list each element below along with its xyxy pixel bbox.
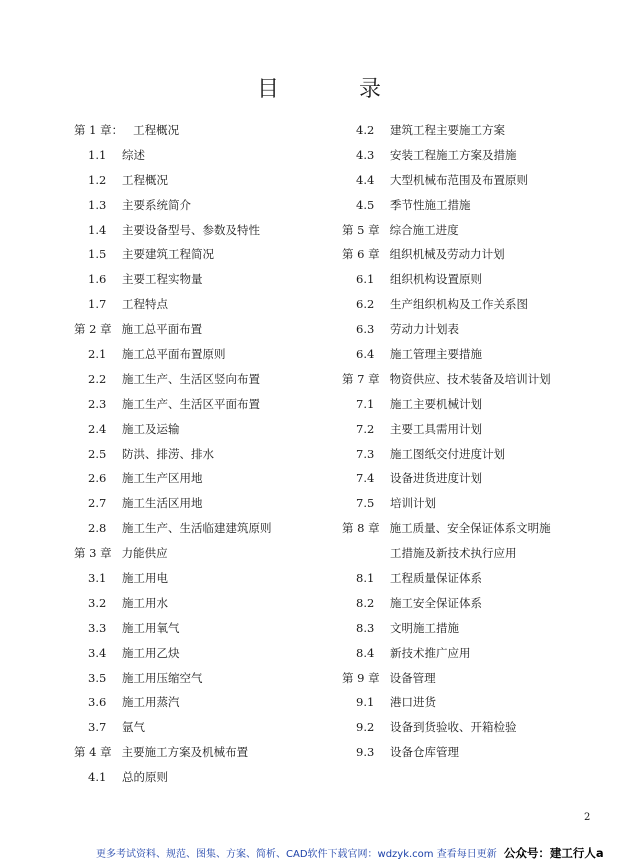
toc-entry-title: 工程质量保证体系 bbox=[390, 571, 482, 586]
toc-entry-number: 第 8 章 bbox=[342, 521, 380, 536]
toc-entry-number: 第 9 章 bbox=[342, 670, 380, 685]
toc-entry[interactable] bbox=[342, 271, 638, 296]
toc-entry[interactable] bbox=[74, 744, 374, 769]
toc-entry-number: 6.4 bbox=[356, 347, 375, 362]
toc-entry[interactable] bbox=[342, 620, 638, 645]
toc-entry-title: 主要建筑工程简况 bbox=[122, 247, 214, 262]
toc-entry[interactable] bbox=[74, 446, 374, 471]
toc-entry[interactable] bbox=[74, 172, 374, 197]
toc-entry-number: 2.8 bbox=[88, 521, 107, 536]
toc-entry-number: 1.3 bbox=[88, 197, 107, 212]
toc-entry-title: 施工安全保证体系 bbox=[390, 595, 482, 610]
toc-entry[interactable] bbox=[74, 620, 374, 645]
footer-brand: 公众号：建工行人a bbox=[503, 846, 604, 860]
toc-entry-number: 3.1 bbox=[88, 571, 107, 586]
toc-entry[interactable] bbox=[74, 570, 374, 595]
toc-entry[interactable] bbox=[342, 197, 638, 222]
toc-entry-number: 2.3 bbox=[88, 396, 107, 411]
toc-entry-title: 主要系统简介 bbox=[122, 197, 191, 212]
toc-entry-title: 设备到货验收、开箱检验 bbox=[390, 720, 517, 735]
toc-entry-title: 设备进货进度计划 bbox=[390, 471, 482, 486]
toc-entry-number: 9.3 bbox=[356, 745, 375, 760]
toc-entry-title: 工程特点 bbox=[122, 297, 168, 312]
toc-entry[interactable] bbox=[342, 147, 638, 172]
toc-entry[interactable] bbox=[74, 421, 374, 446]
toc-entry-number: 9.2 bbox=[356, 720, 375, 735]
toc-entry-title: 主要工程实物量 bbox=[122, 272, 203, 287]
toc-entry-number: 6.1 bbox=[356, 272, 375, 287]
toc-entry-number: 9.1 bbox=[356, 695, 375, 710]
toc-entry[interactable] bbox=[342, 321, 638, 346]
toc-entry[interactable] bbox=[74, 470, 374, 495]
toc-entry-number: 4.2 bbox=[356, 123, 375, 137]
toc-entry[interactable] bbox=[74, 769, 374, 794]
toc-entry[interactable] bbox=[74, 197, 374, 222]
toc-entry-number: 4.5 bbox=[356, 197, 375, 212]
toc-entry[interactable] bbox=[342, 719, 638, 744]
page-number: 2 bbox=[584, 812, 591, 823]
toc-entry[interactable] bbox=[342, 222, 638, 247]
toc-entry-number: 第 3 章 bbox=[74, 546, 112, 561]
toc-entry-title: 施工生产区用地 bbox=[122, 471, 203, 486]
toc-entry-number: 1.2 bbox=[88, 172, 107, 187]
toc-entry-number: 1.5 bbox=[88, 247, 107, 262]
toc-entry-number: 3.6 bbox=[88, 695, 107, 710]
toc-entry-number: 7.5 bbox=[356, 496, 375, 511]
toc-entry[interactable] bbox=[74, 271, 374, 296]
toc-entry-title: 主要施工方案及机械布置 bbox=[121, 745, 249, 760]
toc-entry-number: 1.6 bbox=[88, 272, 107, 287]
toc-entry-title: 培训计划 bbox=[390, 496, 436, 511]
toc-entry-number: 2.6 bbox=[88, 471, 107, 486]
toc-entry[interactable] bbox=[74, 122, 374, 147]
toc-entry[interactable] bbox=[74, 396, 374, 421]
toc-entry[interactable] bbox=[342, 744, 638, 769]
toc-entry-number: 1.4 bbox=[88, 222, 107, 237]
toc-entry[interactable] bbox=[342, 396, 638, 421]
toc-entry-number: 6.2 bbox=[356, 297, 375, 312]
toc-entry-title: 施工图纸交付进度计划 bbox=[390, 446, 505, 461]
toc-entry-number: 7.1 bbox=[356, 396, 375, 411]
toc-entry[interactable] bbox=[342, 371, 638, 396]
toc-entry[interactable] bbox=[342, 670, 638, 695]
toc-entry-title: 综合施工进度 bbox=[389, 222, 459, 237]
toc-entry-title: 新技术推广应用 bbox=[390, 645, 471, 660]
toc-entry-number: 1.1 bbox=[88, 147, 107, 162]
toc-entry-title: 主要工具需用计划 bbox=[390, 421, 482, 436]
toc-entry[interactable] bbox=[342, 570, 638, 595]
toc-entry-title: 劳动力计划表 bbox=[390, 322, 459, 337]
toc-entry-title: 综述 bbox=[122, 147, 145, 162]
toc-entry-number: 4.4 bbox=[356, 172, 375, 187]
toc-entry-title: 施工及运输 bbox=[122, 421, 180, 436]
toc-entry-title: 施工生产、生活区竖向布置 bbox=[122, 371, 260, 386]
toc-entry-title: 施工生产、生活临建建筑原则 bbox=[122, 521, 272, 536]
toc-entry[interactable] bbox=[74, 222, 374, 247]
toc-entry-title: 施工生活区用地 bbox=[122, 496, 203, 511]
toc-entry[interactable] bbox=[74, 694, 374, 719]
toc-entry-number: 3.7 bbox=[88, 720, 107, 735]
toc-entry-number: 2.2 bbox=[88, 371, 107, 386]
toc-entry-number: 3.3 bbox=[88, 620, 107, 635]
toc-entry[interactable] bbox=[342, 172, 638, 197]
toc-entry-title: 组织机构设置原则 bbox=[390, 272, 482, 287]
toc-entry-title: 施工总平面布置 bbox=[121, 322, 203, 337]
toc-entry-title: 设备仓库管理 bbox=[390, 745, 459, 760]
toc-entry-number: 8.4 bbox=[356, 645, 375, 660]
toc-entry[interactable] bbox=[74, 296, 374, 321]
toc-entry-title: 施工质量、安全保证体系文明施 bbox=[389, 521, 551, 536]
toc-entry[interactable] bbox=[342, 421, 638, 446]
toc-entry-number: 第 6 章 bbox=[342, 247, 380, 262]
toc-entry-number: 2.5 bbox=[88, 446, 107, 461]
toc-entry[interactable] bbox=[342, 545, 638, 570]
toc-entry[interactable] bbox=[74, 321, 374, 346]
toc-entry-title: 施工管理主要措施 bbox=[390, 347, 482, 362]
footer bbox=[96, 845, 604, 861]
toc-entry[interactable] bbox=[342, 122, 638, 147]
toc-entry-title: 施工用水 bbox=[122, 595, 168, 610]
toc-entry-title: 工程概况 bbox=[133, 123, 180, 137]
toc-entry-number: 7.4 bbox=[356, 471, 375, 486]
toc-entry[interactable] bbox=[342, 595, 638, 620]
toc-entry-number: 2.1 bbox=[88, 347, 107, 362]
toc-entry-title: 施工总平面布置原则 bbox=[122, 347, 226, 362]
toc-entry-number: 2.4 bbox=[88, 421, 107, 436]
toc-entry-title: 施工用电 bbox=[122, 571, 168, 586]
toc-entry-number: 第 4 章 bbox=[74, 745, 112, 760]
toc-entry-title: 文明施工措施 bbox=[390, 620, 459, 635]
toc-entry-title: 大型机械布范围及布置原则 bbox=[390, 172, 528, 187]
toc-entry-title: 施工用压缩空气 bbox=[122, 670, 203, 685]
toc-entry-title: 设备管理 bbox=[389, 670, 436, 685]
toc-entry-title: 港口进货 bbox=[390, 695, 436, 710]
toc-left-column bbox=[74, 122, 374, 794]
toc-entry-title: 工程概况 bbox=[122, 172, 168, 187]
toc-entry-title: 生产组织机构及工作关系图 bbox=[390, 297, 528, 312]
toc-entry[interactable] bbox=[74, 545, 374, 570]
toc-entry-title: 施工用乙炔 bbox=[122, 645, 180, 660]
page-title: 目录 bbox=[256, 77, 461, 102]
toc-entry-number: 2.7 bbox=[88, 496, 107, 511]
toc-entry[interactable] bbox=[74, 246, 374, 271]
toc-entry-number: 第 7 章 bbox=[342, 371, 380, 386]
toc-entry[interactable] bbox=[74, 719, 374, 744]
toc-entry-title: 防洪、排涝、排水 bbox=[122, 446, 214, 461]
toc-entry[interactable] bbox=[74, 645, 374, 670]
toc-entry[interactable] bbox=[342, 495, 638, 520]
footer-link[interactable]: 更多考试资料、规范、图集、方案、简析、CAD软件下载官网：wdzyk.com 查看每日更新 bbox=[96, 849, 497, 860]
toc-entry[interactable] bbox=[74, 670, 374, 695]
toc-entry-title: 施工用蒸汽 bbox=[122, 695, 180, 710]
toc-entry[interactable] bbox=[342, 694, 638, 719]
toc-entry-number: 第 1 章： bbox=[74, 123, 124, 137]
toc-entry-title: 建筑工程主要施工方案 bbox=[390, 123, 505, 137]
toc-entry-title: 主要设备型号、参数及特性 bbox=[122, 222, 260, 237]
toc-entry-title: 物资供应、技术装备及培训计划 bbox=[389, 371, 551, 386]
toc-entry-number: 3.2 bbox=[88, 595, 107, 610]
toc-entry-number: 3.5 bbox=[88, 670, 107, 685]
toc-entry[interactable] bbox=[342, 346, 638, 371]
toc-entry[interactable] bbox=[74, 520, 374, 545]
toc-entry-number: 3.4 bbox=[88, 645, 107, 660]
toc-entry[interactable] bbox=[74, 147, 374, 172]
toc-entry-number: 第 2 章 bbox=[74, 322, 112, 337]
toc-entry-number: 6.3 bbox=[356, 322, 375, 337]
toc-entry-number: 第 5 章 bbox=[342, 222, 380, 237]
toc-right-column bbox=[342, 122, 638, 769]
toc-entry-title: 总的原则 bbox=[122, 770, 168, 785]
toc-entry[interactable] bbox=[74, 371, 374, 396]
toc-entry[interactable] bbox=[342, 645, 638, 670]
toc-entry-number: 4.3 bbox=[356, 147, 375, 162]
toc-entry[interactable] bbox=[342, 296, 638, 321]
toc-entry[interactable] bbox=[74, 495, 374, 520]
toc-entry-number: 7.2 bbox=[356, 421, 375, 436]
toc-entry-title: 组织机械及劳动力计划 bbox=[389, 247, 505, 262]
toc-entry-title: 施工用氧气 bbox=[122, 620, 180, 635]
toc-entry-title: 施工生产、生活区平面布置 bbox=[122, 396, 260, 411]
toc-entry-number: 8.1 bbox=[356, 571, 375, 586]
toc-entry-number: 1.7 bbox=[88, 297, 107, 312]
toc-entry[interactable] bbox=[342, 470, 638, 495]
toc-entry[interactable] bbox=[74, 346, 374, 371]
toc-entry-title: 季节性施工措施 bbox=[390, 197, 471, 212]
toc-entry[interactable] bbox=[342, 246, 638, 271]
toc-entry-title: 工措施及新技术执行应用 bbox=[390, 546, 517, 561]
toc-entry-number: 7.3 bbox=[356, 446, 375, 461]
toc-entry-number: 8.2 bbox=[356, 595, 375, 610]
toc-entry-title: 氩气 bbox=[122, 720, 145, 735]
toc-entry-title: 安装工程施工方案及措施 bbox=[390, 147, 517, 162]
toc-entry-title: 力能供应 bbox=[121, 546, 168, 561]
toc-entry[interactable] bbox=[342, 520, 638, 545]
toc-entry[interactable] bbox=[74, 595, 374, 620]
toc-entry-number: 8.3 bbox=[356, 620, 375, 635]
toc-entry-number: 4.1 bbox=[88, 770, 107, 785]
toc-entry-title: 施工主要机械计划 bbox=[390, 396, 482, 411]
toc-entry[interactable] bbox=[342, 446, 638, 471]
